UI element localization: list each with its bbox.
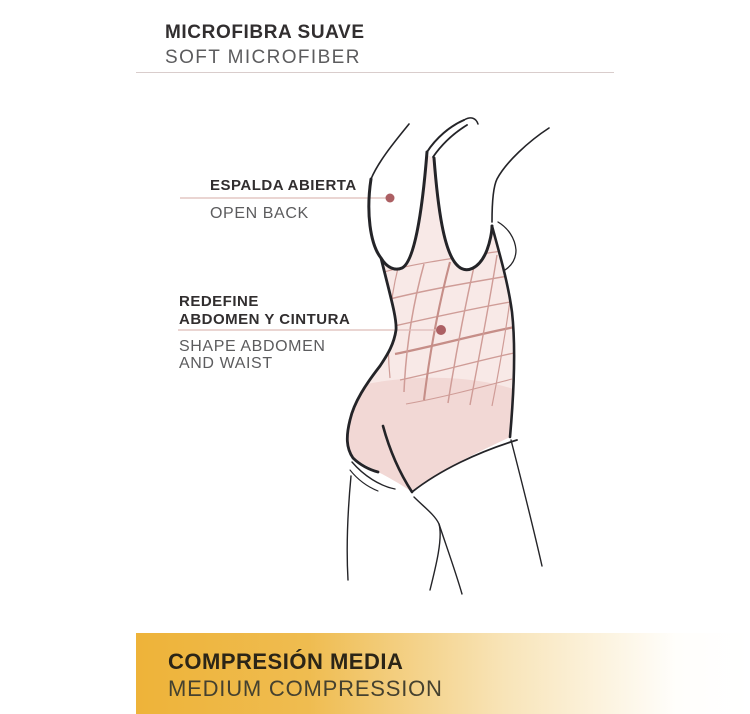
callout-shape-abdomen-title-line1: REDEFINE [179,293,259,310]
callout-open-back-subtitle: OPEN BACK [210,205,309,222]
header-subtitle: SOFT MICROFIBER [165,47,361,68]
callout-shape-abdomen-subtitle-line1: SHAPE ABDOMEN [179,338,326,355]
header-title: MICROFIBRA SUAVE [165,22,365,43]
compression-banner [136,633,750,714]
shape-abdomen-dot-icon [436,325,446,335]
callout-shape-abdomen-title [179,293,350,329]
callout-shape-abdomen-subtitle [179,338,326,372]
callout-shape-abdomen-title-line2: ABDOMEN Y CINTURA [179,311,351,328]
callout-shape-abdomen-subtitle-line2: AND WAIST [179,355,273,372]
compression-banner-subtitle: MEDIUM COMPRESSION [168,676,443,701]
callout-open-back-title: ESPALDA ABIERTA [210,177,357,194]
compression-banner-content [136,633,750,702]
compression-banner-title: COMPRESIÓN MEDIA [168,649,404,674]
open-back-dot-icon [386,194,395,203]
